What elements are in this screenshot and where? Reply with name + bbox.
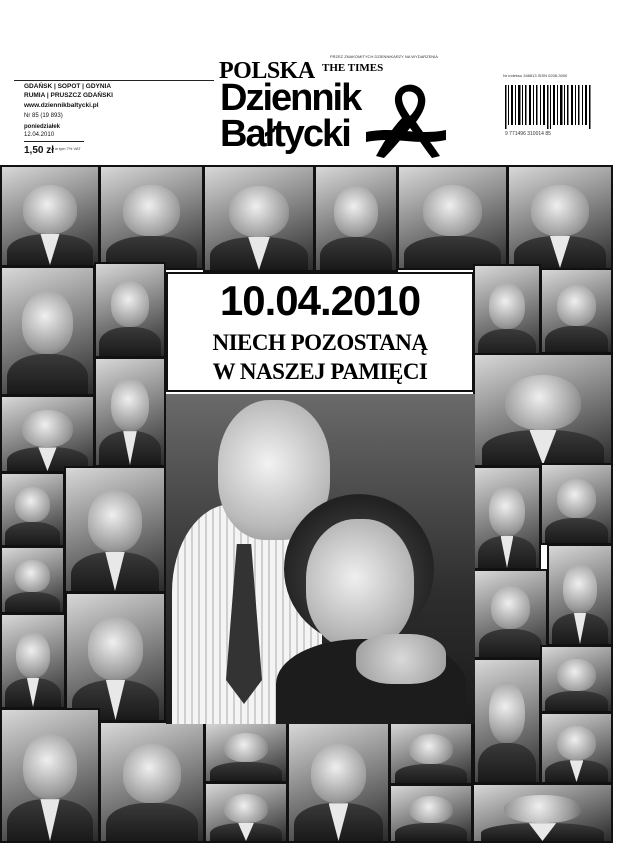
portrait-photo bbox=[540, 463, 613, 545]
tagline: PRZEZ ZNAKOMITYCH DZIENNIKARZY NA WYDARZENIA bbox=[330, 54, 438, 59]
central-couple-photo bbox=[166, 394, 475, 724]
portrait-photo bbox=[0, 708, 100, 843]
portrait-photo bbox=[204, 782, 288, 843]
price-rule bbox=[24, 141, 84, 142]
portrait-photo bbox=[547, 544, 613, 646]
portrait-photo bbox=[0, 613, 66, 709]
headline-line-2: W NASZEJ PAMIĘCI bbox=[212, 359, 428, 384]
issue-day: poniedziałek bbox=[24, 124, 61, 130]
polska-logo: POLSKA bbox=[219, 58, 315, 84]
portrait-photo bbox=[473, 569, 548, 659]
portrait-photo bbox=[540, 712, 613, 784]
portrait-photo bbox=[507, 165, 613, 270]
portrait-photo bbox=[473, 658, 541, 784]
title-baltycki: Bałtycki bbox=[220, 113, 350, 155]
portrait-photo bbox=[389, 784, 473, 843]
headline-date: 10.04.2010 bbox=[219, 277, 421, 324]
issue-date: 12.04.2010 bbox=[24, 132, 55, 138]
portrait-photo bbox=[473, 466, 541, 570]
portrait-photo bbox=[0, 546, 65, 614]
portrait-photo bbox=[389, 721, 473, 785]
portrait-photo bbox=[0, 472, 65, 547]
portrait-photo bbox=[64, 466, 166, 593]
price: 1,50 zł bbox=[24, 145, 55, 156]
portrait-photo bbox=[0, 266, 95, 396]
mourning-ribbon-icon bbox=[366, 78, 446, 160]
portrait-photo bbox=[94, 262, 166, 358]
price-note: w tym 7% VAT bbox=[55, 146, 81, 151]
headline-box bbox=[166, 272, 474, 392]
portrait-photo bbox=[540, 268, 613, 354]
title-dziennik: Dziennik bbox=[220, 77, 361, 119]
the-times-logo: THE TIMES bbox=[322, 62, 384, 74]
portrait-photo bbox=[65, 592, 166, 722]
portrait-photo bbox=[472, 783, 613, 843]
edition-cities-2: RUMIA | PRUSZCZ GDAŃSKI bbox=[24, 92, 113, 99]
hand-on-shoulder bbox=[356, 634, 446, 684]
barcode-icon bbox=[503, 85, 595, 129]
portrait-photo bbox=[473, 264, 541, 360]
issn-text: Nr indeksu 348813 ISSN 0208-3000 bbox=[503, 73, 568, 78]
issue-number: Nr 85 (19 893) bbox=[24, 113, 63, 119]
masthead bbox=[0, 0, 641, 162]
portrait-photo bbox=[203, 165, 315, 272]
woman-face bbox=[306, 519, 414, 649]
portrait-photo bbox=[540, 645, 613, 713]
portrait-photo bbox=[397, 165, 508, 270]
headline-line-1: NIECH POZOSTANĄ bbox=[212, 330, 428, 355]
portrait-photo bbox=[94, 357, 166, 467]
portrait-photo bbox=[99, 165, 204, 270]
portrait-photo bbox=[314, 165, 398, 272]
portrait-photo bbox=[204, 721, 288, 783]
portrait-photo bbox=[287, 721, 390, 843]
barcode-digits: 9 771496 310014 85 bbox=[505, 131, 551, 137]
portrait-photo bbox=[99, 721, 205, 843]
header-rule bbox=[14, 80, 214, 81]
portrait-photo bbox=[473, 353, 613, 467]
portrait-photo bbox=[0, 395, 95, 473]
barcode-area bbox=[503, 73, 595, 143]
website-link[interactable]: www.dziennikbaltycki.pl bbox=[24, 102, 99, 109]
portrait-photo bbox=[0, 165, 100, 267]
edition-cities-1: GDAŃSK | SOPOT | GDYNIA bbox=[24, 83, 112, 90]
